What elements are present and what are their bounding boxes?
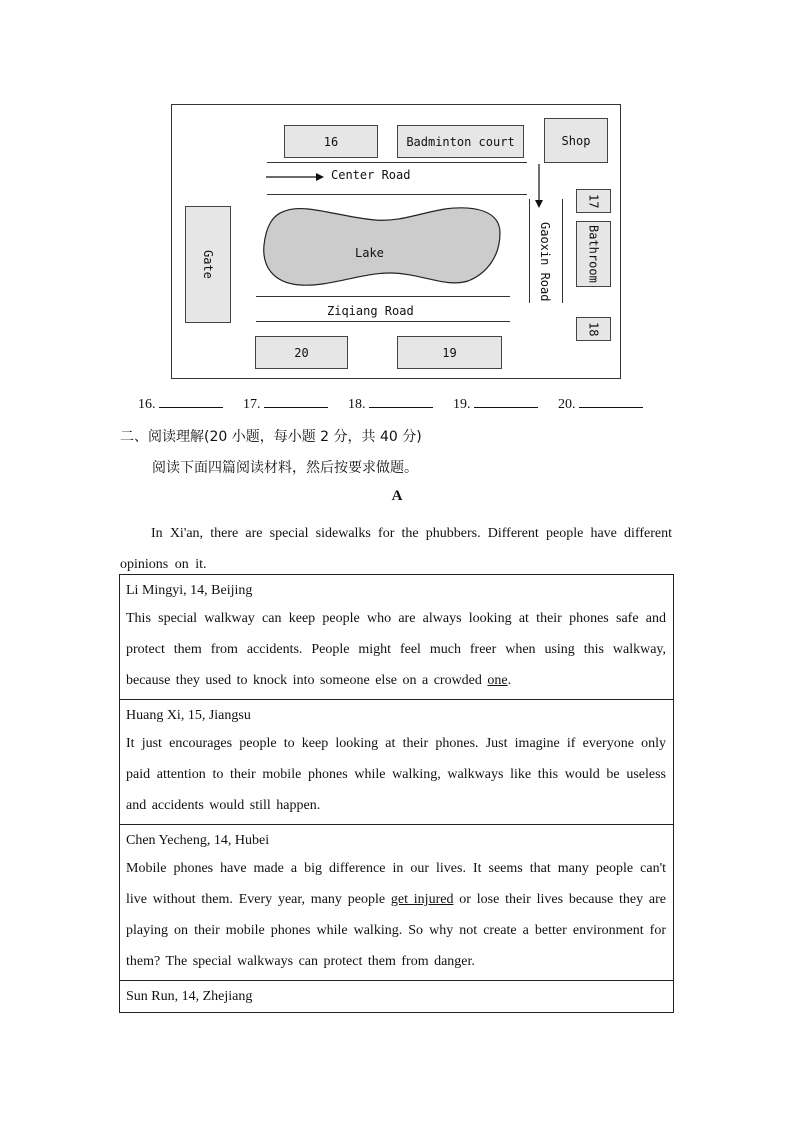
opinion-underlined-word: get injured — [390, 892, 454, 907]
opinion-text — [126, 853, 666, 977]
map-box-16: 16 — [284, 125, 378, 158]
blank-18-number: 18. — [348, 397, 366, 412]
ziqiang-road-label: Ziqiang Road — [327, 304, 414, 318]
opinion-text-part: Mobile phones have made a big difference in our lives. It seems that many people can't live without them. Every year, many people — [126, 861, 666, 907]
blank-19-number: 19. — [453, 397, 471, 412]
center-road-bottom-line — [267, 194, 527, 195]
passage-intro: In Xi'an, there are special sidewalks for the phubbers. Different people have different opinions on it. — [120, 526, 672, 572]
blank-19-line[interactable] — [474, 395, 538, 408]
center-road-label: Center Road — [331, 168, 411, 182]
gate-label: Gate — [201, 250, 215, 279]
section-instruction: 阅读下面四篇阅读材料，然后按要求做题。 — [152, 460, 418, 476]
opinion-row — [120, 699, 673, 824]
map-box-18 — [576, 317, 611, 341]
blank-18[interactable] — [348, 395, 433, 413]
ziqiang-road-bottom-line — [256, 321, 510, 322]
blank-17[interactable] — [243, 395, 328, 413]
gaoxin-road-right-line — [562, 199, 563, 303]
box-18-label: 18 — [586, 321, 601, 337]
map-box-20: 20 — [255, 336, 348, 369]
opinion-row — [120, 824, 673, 980]
blank-16-number: 16. — [138, 397, 156, 412]
blank-16-line[interactable] — [159, 395, 223, 408]
map-bathroom — [576, 221, 611, 287]
map-box-19: 19 — [397, 336, 502, 369]
blank-17-number: 17. — [243, 397, 261, 412]
opinion-underlined-word: one — [487, 673, 508, 688]
gaoxin-road-arrow-icon — [534, 164, 544, 209]
opinion-row — [120, 575, 673, 699]
opinion-author: Sun Run, 14, Zhejiang — [126, 989, 253, 1004]
answer-blanks — [138, 395, 663, 413]
opinion-text — [126, 728, 666, 821]
blank-16[interactable] — [138, 395, 223, 413]
blank-20-number: 20. — [558, 397, 576, 412]
blank-18-line[interactable] — [369, 395, 433, 408]
opinion-row — [120, 980, 673, 1012]
opinions-table — [119, 574, 674, 1013]
opinion-author: Li Mingyi, 14, Beijing — [126, 583, 253, 598]
blank-17-line[interactable] — [264, 395, 328, 408]
ziqiang-road-top-line — [256, 296, 510, 297]
lake-label: Lake — [355, 246, 384, 260]
passage-title: A — [391, 488, 403, 504]
center-road-arrow-icon — [266, 171, 324, 183]
center-road-top-line — [267, 162, 527, 163]
opinion-text-end: or lose their lives because they are playing on their mobile phones while walking. So why not create a better environment for them? The special walkways can protect them from danger. — [126, 892, 666, 969]
map-shop: Shop — [544, 118, 608, 163]
bathroom-label: Bathroom — [586, 225, 601, 283]
gaoxin-road-label: Gaoxin Road — [538, 222, 552, 302]
opinion-author: Chen Yecheng, 14, Hubei — [126, 833, 270, 848]
blank-19[interactable] — [453, 395, 538, 413]
gaoxin-road-left-line — [529, 199, 530, 303]
opinion-text — [126, 603, 666, 696]
map-box-17 — [576, 189, 611, 213]
campus-map — [171, 104, 621, 379]
section-heading: 二、阅读理解(20 小题，每小题 2 分，共 40 分) — [120, 429, 422, 445]
map-gate — [185, 206, 231, 323]
opinion-text-part: It just encourages people to keep looking at their phones. Just imagine if everyone only paid attention to their mobile phones while walking, walkways like this would be useless and accidents would still happen. — [126, 736, 666, 813]
blank-20-line[interactable] — [579, 395, 643, 408]
box-17-label: 17 — [586, 193, 601, 209]
opinion-author: Huang Xi, 15, Jiangsu — [126, 708, 251, 723]
map-badminton-court: Badminton court — [397, 125, 524, 158]
opinion-text-part: This special walkway can keep people who are always looking at their phones safe and protect them from accidents. People might feel much freer when using this walkway, because they used to knock into someone else on a crowded — [126, 611, 666, 688]
opinion-text-end: . — [507, 673, 512, 688]
blank-20[interactable] — [558, 395, 643, 413]
